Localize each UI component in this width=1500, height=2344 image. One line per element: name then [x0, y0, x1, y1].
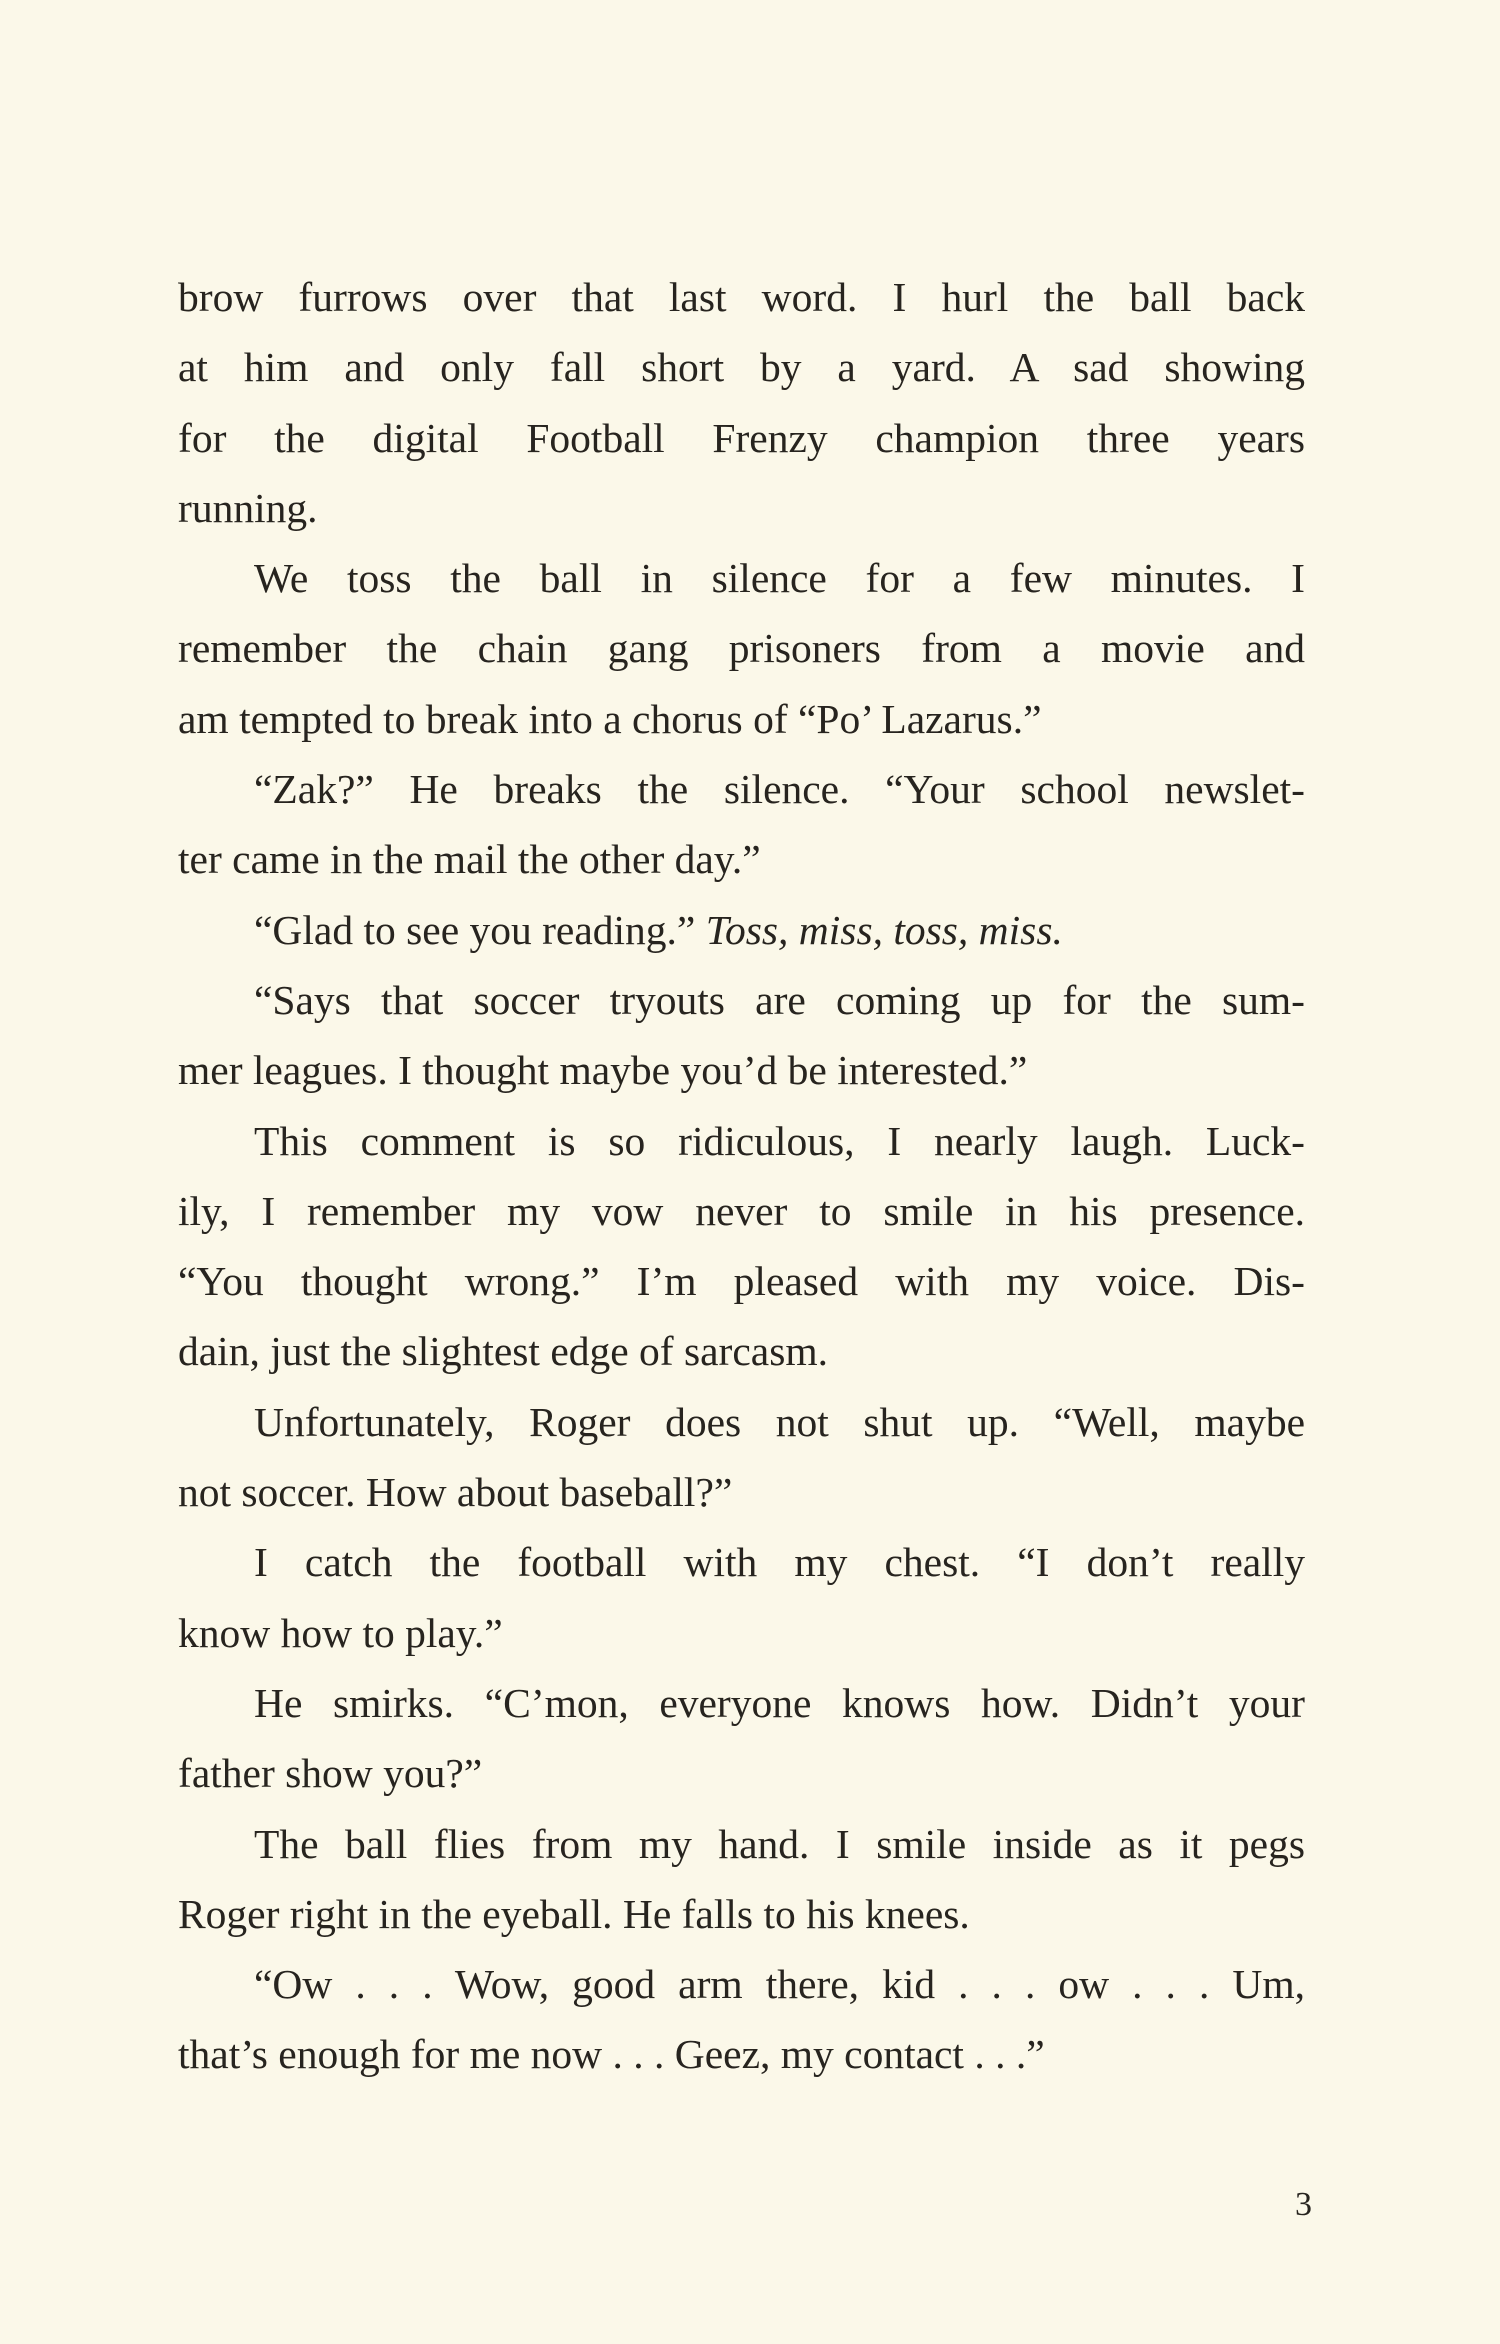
text-line: We toss the ball in silence for a few minutes. I	[254, 555, 1305, 602]
text-line: running.	[178, 484, 318, 531]
text-line: at him and only fall short by a yard. A sad showing	[178, 344, 1305, 391]
text-line: I catch the football with my chest. “I don’t really	[254, 1539, 1305, 1586]
text-line: brow furrows over that last word. I hurl the ball back	[178, 274, 1305, 320]
body-text	[178, 262, 1305, 2090]
paragraph	[178, 965, 1305, 1106]
text-line: ily, I remember my vow never to smile in his presence.	[178, 1187, 1305, 1234]
paragraph	[178, 1387, 1305, 1528]
paragraph	[178, 1668, 1305, 1809]
text-line: dain, just the slightest edge of sarcasm.	[178, 1328, 829, 1375]
text-line: This comment is so ridiculous, I nearly laugh. Luck-	[254, 1117, 1305, 1164]
text-line: ter came in the mail the other day.”	[178, 836, 761, 883]
text-line: The ball flies from my hand. I smile inside as it pegs	[254, 1820, 1305, 1867]
text-line: that’s enough for me now . . . Geez, my contact . . .”	[178, 2031, 1045, 2078]
text-line: am tempted to break into a chorus of “Po’ Lazarus.”	[178, 695, 1042, 742]
text-line: remember the chain gang prisoners from a movie and	[178, 625, 1305, 672]
text-line: He smirks. “C’mon, everyone knows how. Didn’t your	[254, 1679, 1305, 1726]
paragraph	[178, 895, 1305, 965]
paragraph	[178, 1106, 1305, 1387]
paragraph	[178, 543, 1305, 754]
paragraph	[178, 1949, 1305, 2090]
text-line: “Says that soccer tryouts are coming up for the sum-	[254, 976, 1305, 1023]
text-line: mer leagues. I thought maybe you’d be interested.”	[178, 1047, 1028, 1094]
text-line: Roger right in the eyeball. He falls to his knees.	[178, 1890, 970, 1937]
text-line: not soccer. How about baseball?”	[178, 1469, 733, 1516]
text-line: for the digital Football Frenzy champion three years	[178, 414, 1305, 461]
paragraph	[178, 1527, 1305, 1668]
page-number: 3	[1295, 2186, 1312, 2223]
text-line: “You thought wrong.” I’m pleased with my voice. Dis-	[178, 1258, 1305, 1305]
text-line: know how to play.”	[178, 1609, 503, 1656]
paragraph	[178, 754, 1305, 895]
text-line: Unfortunately, Roger does not shut up. “Well, maybe	[254, 1398, 1305, 1445]
paragraph	[178, 1809, 1305, 1950]
text-line: “Ow . . . Wow, good arm there, kid . . . ow . . . Um,	[254, 1961, 1305, 2008]
italic-text: Toss, miss, toss, miss.	[705, 906, 1063, 953]
text-line: “Zak?” He breaks the silence. “Your school newslet-	[254, 766, 1305, 813]
paragraph	[178, 262, 1305, 543]
dialogue-text: “Glad to see you reading.”	[254, 906, 706, 953]
text-line: father show you?”	[178, 1750, 483, 1797]
text-line	[178, 895, 1305, 965]
